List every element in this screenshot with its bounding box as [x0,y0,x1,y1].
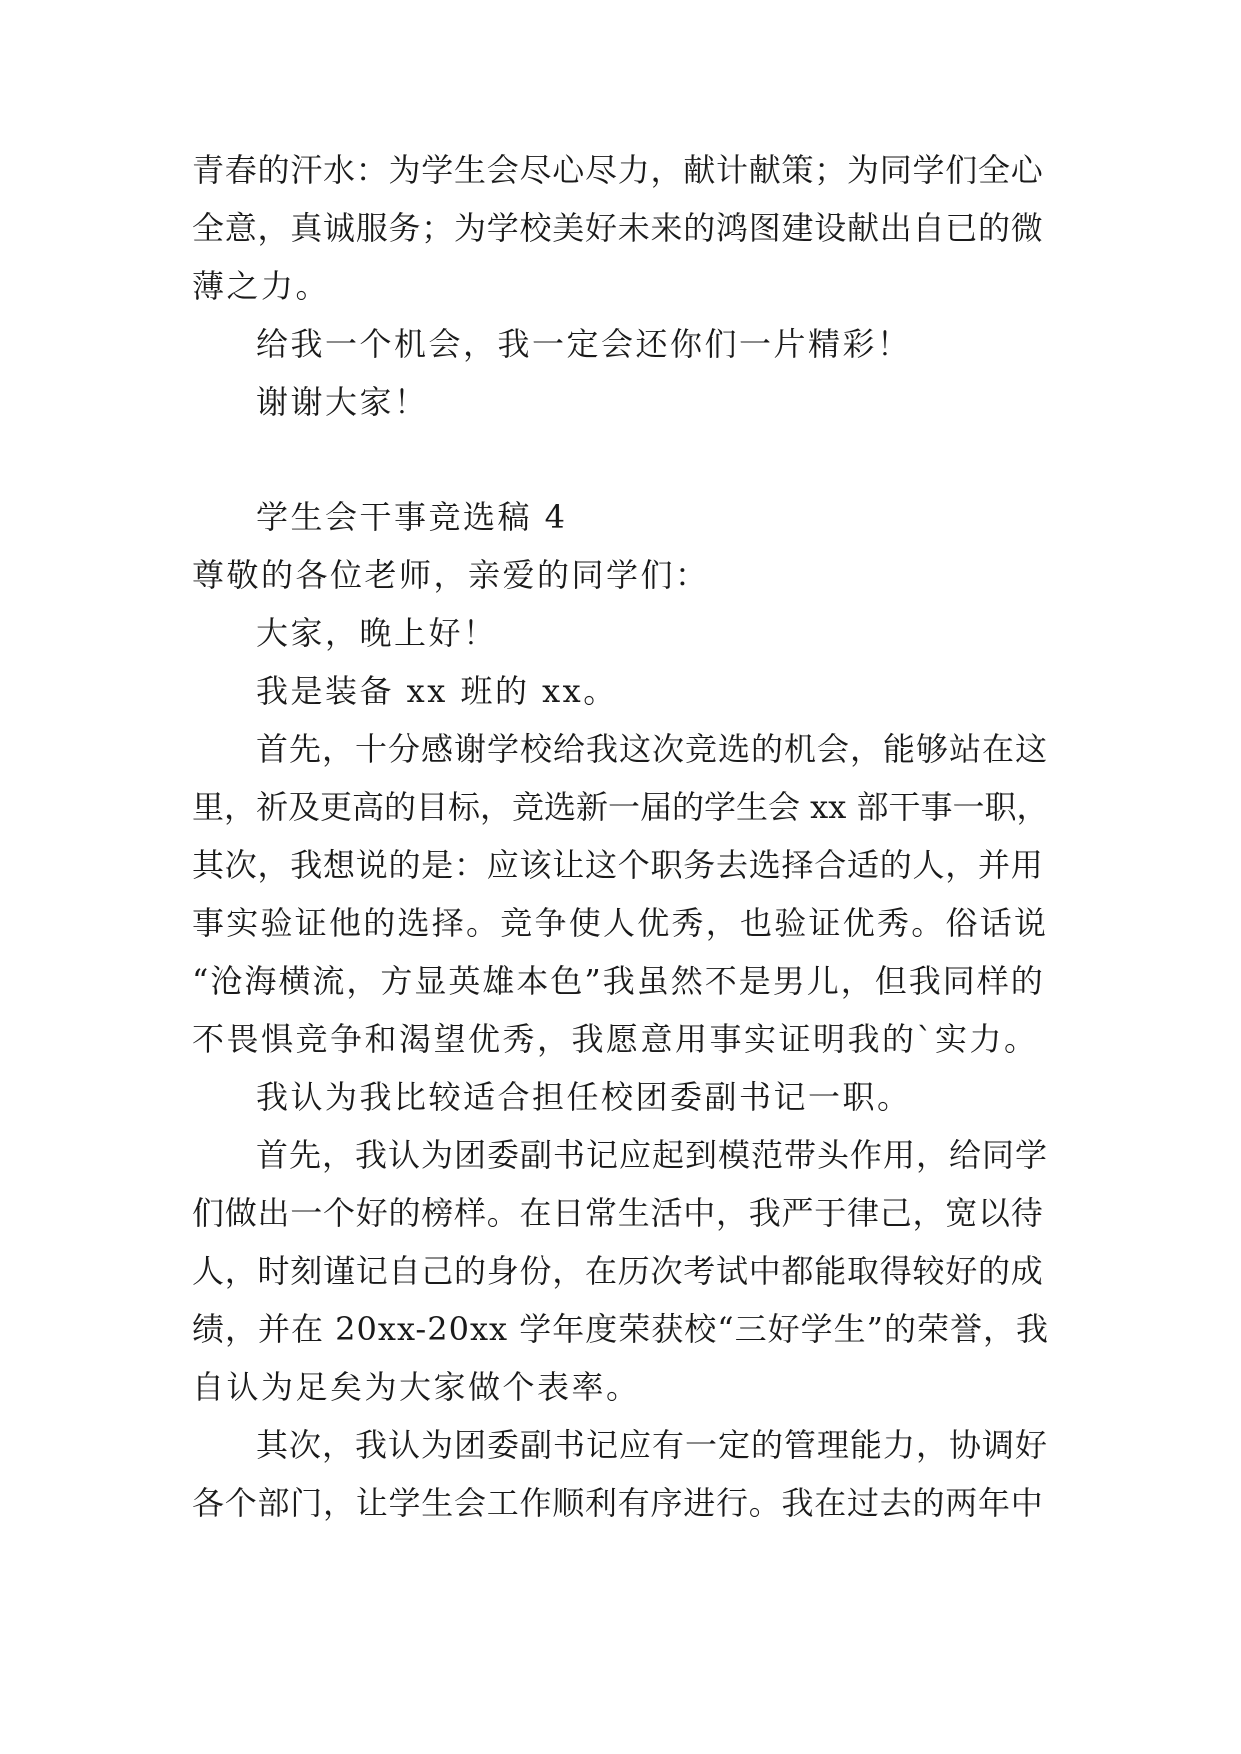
body-line: 薄之力。 [192,267,331,305]
body-line: 青春的汗水：为学生会尽心尽力，献计献策；为同学们全心 [192,151,1044,189]
closing-line: 谢谢大家！ [256,383,429,421]
body-line: 各个部门，让学生会工作顺利有序进行。我在过去的两年中 [192,1484,1044,1522]
body-line: 绩，并在 20xx-20xx 学年度荣获校“三好学生”的荣誉，我 [192,1310,1049,1348]
body-line: 自认为足矣为大家做个表率。 [192,1368,641,1406]
body-line: 人，时刻谨记自己的身份，在历次考试中都能取得较好的成 [192,1252,1044,1290]
body-line: “沧海横流，方显英雄本色”我虽然不是男儿，但我同样的 [192,962,1045,1000]
section-heading: 学生会干事竞选稿 4 [256,498,568,536]
body-line: 我是装备 xx 班的 xx。 [256,672,618,710]
body-line: 事实验证他的选择。竞争使人优秀，也验证优秀。俗话说 [192,904,1049,942]
greeting-line: 大家，晚上好！ [256,614,498,652]
body-line: 们做出一个好的榜样。在日常生活中，我严于律己，宽以待 [192,1194,1044,1232]
body-line: 我认为我比较适合担任校团委副书记一职。 [256,1078,912,1116]
salutation: 尊敬的各位老师，亲爱的同学们： [192,556,710,594]
body-line: 全意，真诚服务；为学校美好未来的鸿图建设献出自已的微 [192,209,1044,247]
body-line: 给我一个机会，我一定会还你们一片精彩！ [256,325,912,363]
body-line: 不畏惧竞争和渴望优秀，我愿意用事实证明我的`实力。 [192,1020,1039,1058]
body-line: 里，祈及更高的目标，竞选新一届的学生会 xx 部干事一职， [192,788,1049,826]
body-line: 其次，我认为团委副书记应有一定的管理能力，协调好 [256,1426,1049,1464]
body-line: 首先，十分感谢学校给我这次竞选的机会，能够站在这 [256,730,1049,768]
body-line: 首先，我认为团委副书记应起到模范带头作用，给同学 [256,1136,1049,1174]
body-line: 其次，我想说的是：应该让这个职务去选择合适的人，并用 [192,846,1044,884]
